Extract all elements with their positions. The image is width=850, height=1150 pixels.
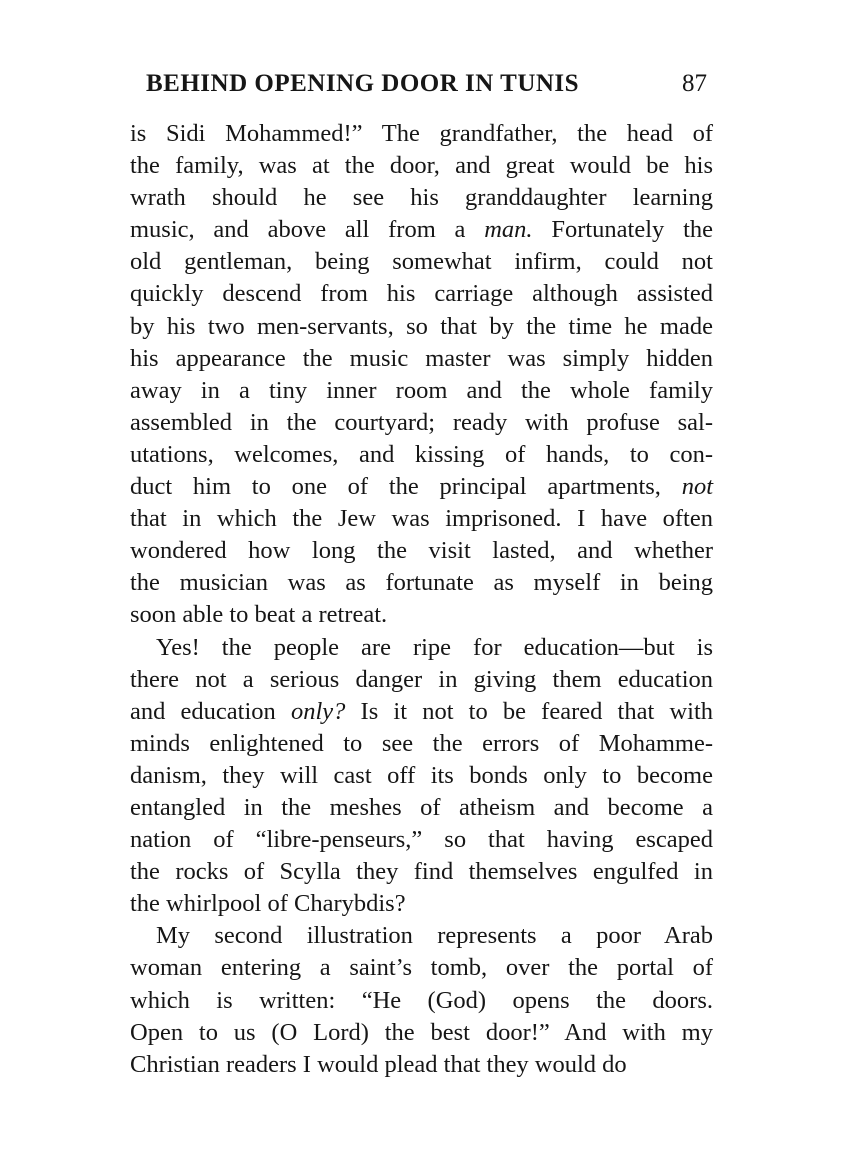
paragraph [130,118,713,632]
text-segment: music, and above all from a [130,216,485,244]
text-line [130,888,713,920]
text-line [130,471,713,503]
text-segment: danism, they will cast off its bonds only to become [130,761,713,789]
running-header [130,66,713,102]
text-segment: the musician was as fortunate as myself in being [130,569,713,597]
text-line [130,503,713,535]
text-segment: there not a serious danger in giving them education [130,665,713,693]
text-segment: minds enlightened to see the errors of Mohamme- [130,729,713,757]
text-segment: and education [130,697,291,725]
paragraph [130,632,713,921]
text-line [130,118,713,150]
text-line [130,439,713,471]
text-segment: Yes! the people are ripe for education—but is [156,633,713,661]
text-line [130,824,713,856]
text-segment: Christian readers I would plead that they would do [130,1050,627,1078]
text-line [130,664,713,696]
text-line [130,760,713,792]
text-line [130,792,713,824]
text-segment: away in a tiny inner room and the whole family [130,376,713,404]
italic-text: man. [484,216,533,244]
book-page [130,66,713,1081]
text-line [130,375,713,407]
text-line [130,311,713,343]
italic-text: only? [290,697,346,725]
text-segment: utations, welcomes, and kissing of hands, to con- [130,440,713,468]
text-line [130,728,713,760]
text-segment: My second illustration represents a poor Arab [156,922,713,950]
text-line [130,182,713,214]
text-line [130,407,713,439]
text-segment: old gentleman, being somewhat infirm, could not [130,248,713,276]
text-line [130,985,713,1017]
text-segment: Fortunately the [532,216,713,244]
page-number: 87 [682,70,707,97]
text-line [130,1049,713,1081]
text-line [130,535,713,567]
text-line [130,343,713,375]
text-segment: Is it not to be feared that with [345,697,713,725]
text-segment: wondered how long the visit lasted, and whether [130,537,713,565]
text-line [130,214,713,246]
text-segment: Open to us (O Lord) the best door!” And with my [130,1018,713,1046]
text-segment: quickly descend from his carriage although assisted [130,280,713,308]
text-line [130,920,713,952]
paragraph [130,920,713,1080]
text-segment: woman entering a saint’s tomb, over the portal of [130,954,713,982]
body-text [130,118,713,1081]
text-line [130,856,713,888]
text-segment: entangled in the meshes of atheism and become a [130,793,713,821]
text-segment: which is written: “He (God) opens the doors. [130,986,713,1014]
text-line [130,632,713,664]
text-line [130,696,713,728]
text-line [130,278,713,310]
text-segment: the whirlpool of Charybdis? [130,890,406,918]
text-segment: is Sidi Mohammed!” The grandfather, the head of [130,120,713,147]
text-segment: wrath should he see his granddaughter learning [130,184,713,212]
text-segment: nation of “libre-penseurs,” so that having escaped [130,826,713,854]
text-segment: duct him to one of the principal apartments, [130,473,682,501]
text-segment: that in which the Jew was imprisoned. I have often [130,505,713,533]
text-line [130,952,713,984]
text-segment: the family, was at the door, and great would be his [130,152,713,180]
text-line [130,599,713,631]
text-line [130,567,713,599]
text-line [130,1017,713,1049]
running-title: BEHIND OPENING DOOR IN TUNIS [146,70,580,97]
italic-text: not [681,473,713,501]
text-segment: his appearance the music master was simply hidden [130,344,713,372]
text-segment: assembled in the courtyard; ready with profuse sal- [130,408,713,436]
text-segment: soon able to beat a retreat. [130,601,388,629]
text-segment: by his two men-servants, so that by the time he made [130,312,713,340]
text-line [130,150,713,182]
text-line [130,246,713,278]
text-segment: the rocks of Scylla they find themselves engulfed in [130,858,713,886]
